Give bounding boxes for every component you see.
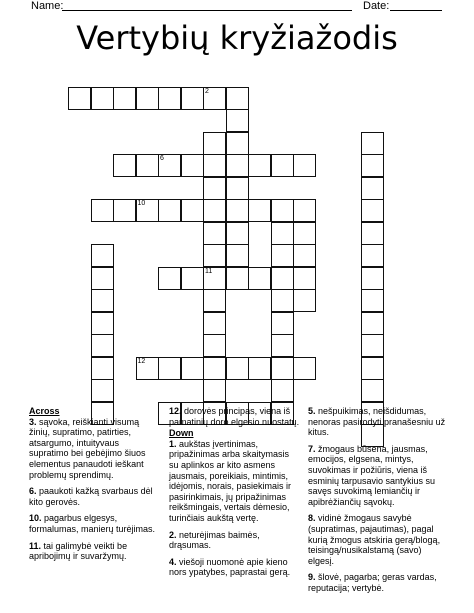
clue-number: 11 <box>205 267 213 275</box>
grid-cell[interactable] <box>136 154 159 177</box>
grid-cell[interactable] <box>361 154 384 177</box>
grid-cell[interactable] <box>271 312 294 335</box>
grid-cell[interactable] <box>226 222 249 245</box>
clue-down-5: 5. nešpuikimas, neišdidumas, nenoras pasirodyti pranašesniu už kitus. <box>308 406 446 438</box>
clue-down-4: 4. viešoji nuomonė apie kieno nors ypatybes, paprastai gerą. <box>169 556 291 578</box>
grid-cell[interactable] <box>203 244 226 267</box>
clue-across-12: 12. dorovės principas, viena iš pamatinių doro elgesio nuostatų. <box>169 406 300 427</box>
grid-cell[interactable] <box>248 154 271 177</box>
grid-cell[interactable] <box>91 289 114 312</box>
clues-column-1 <box>29 406 159 568</box>
grid-cell[interactable] <box>203 154 226 177</box>
grid-cell[interactable] <box>203 87 226 110</box>
grid-cell[interactable] <box>226 154 249 177</box>
grid-cell[interactable] <box>91 199 114 222</box>
grid-cell[interactable] <box>113 154 136 177</box>
grid-cell[interactable] <box>91 312 114 335</box>
grid-cell[interactable] <box>158 199 181 222</box>
grid-cell[interactable] <box>136 199 159 222</box>
grid-cell[interactable] <box>91 357 114 380</box>
grid-cell[interactable] <box>293 222 316 245</box>
grid-cell[interactable] <box>361 244 384 267</box>
grid-cell[interactable] <box>271 357 294 380</box>
grid-cell[interactable] <box>203 357 226 380</box>
clue-across-6: 6. paaukoti kažką svarbaus dėl kito gerovės. <box>29 486 153 507</box>
grid-cell[interactable] <box>226 132 249 155</box>
grid-cell[interactable] <box>293 199 316 222</box>
grid-cell[interactable] <box>361 222 384 245</box>
grid-cell[interactable] <box>203 334 226 357</box>
grid-cell[interactable] <box>203 199 226 222</box>
grid-cell[interactable] <box>226 87 249 110</box>
grid-cell[interactable] <box>271 289 294 312</box>
grid-cell[interactable] <box>226 177 249 200</box>
name-label: Name: <box>31 0 64 12</box>
clue-down-7: 7. žmogaus būsena, jausmas, emocijos, elgsena, mintys, suvokimas ir požiūris, viena iš esminių tarpusavio santykius su savęs suvokimą lemiančių ir apibrėžiančių sąvokų. <box>308 443 436 507</box>
grid-cell[interactable] <box>248 267 271 290</box>
puzzle-title: Vertybių kryžiažodis <box>76 19 398 57</box>
grid-cell[interactable] <box>271 222 294 245</box>
grid-cell[interactable] <box>136 357 159 380</box>
grid-cell[interactable] <box>136 87 159 110</box>
clues-column-2 <box>169 406 301 584</box>
grid-cell[interactable] <box>271 267 294 290</box>
grid-cell[interactable] <box>361 334 384 357</box>
clue-number: 6 <box>160 155 164 162</box>
grid-cell[interactable] <box>113 87 136 110</box>
grid-cell[interactable] <box>91 334 114 357</box>
grid-cell[interactable] <box>293 357 316 380</box>
grid-cell[interactable] <box>203 379 226 402</box>
clue-across-3: 3. sąvoka, reiškianti visumą žinių, supratimo, patirties, atsargumo, intuityvaus supratimo bei gebėjimo šiuos elementus panaudoti ieškant problemų sprendimų. <box>29 416 146 480</box>
clue-number: 10 <box>137 200 146 207</box>
clue-number: 2 <box>205 87 209 95</box>
grid-cell[interactable] <box>361 199 384 222</box>
grid-cell[interactable] <box>181 87 204 110</box>
clue-down-8: 8. vidinė žmogaus savybė (supratimas, pajautimas), pagal kurią žmogus atskiria gerą/blogą, teisingą/nusikalstamą (savo) elgesį. <box>308 513 441 566</box>
grid-cell[interactable] <box>203 267 226 290</box>
grid-cell[interactable] <box>91 379 114 402</box>
grid-cell[interactable] <box>181 357 204 380</box>
grid-cell[interactable] <box>248 357 271 380</box>
clue-number: 12 <box>137 357 146 365</box>
grid-cell[interactable] <box>271 379 294 402</box>
grid-cell[interactable] <box>226 199 249 222</box>
grid-cell[interactable] <box>226 244 249 267</box>
grid-cell[interactable] <box>271 154 294 177</box>
grid-cell[interactable] <box>181 154 204 177</box>
clue-across-11: 11. tai galimybė veikti be apribojimų ir suvaržymų. <box>29 540 128 562</box>
grid-cell[interactable] <box>248 199 271 222</box>
down-heading: Down <box>169 428 194 439</box>
grid-cell[interactable] <box>226 109 249 132</box>
grid-cell[interactable] <box>203 222 226 245</box>
grid-cell[interactable] <box>271 199 294 222</box>
grid-cell[interactable] <box>361 289 384 312</box>
clue-across-10: 10. pagarbus elgesys, formalumas, manierų turėjimas. <box>29 513 156 534</box>
grid-cell[interactable] <box>158 267 181 290</box>
clue-down-9: 9. šlovė, pagarba; geras vardas, reputacija; vertybė. <box>308 572 437 593</box>
grid-cell[interactable] <box>203 289 226 312</box>
clues-column-3 <box>308 406 448 600</box>
grid-cell[interactable] <box>158 357 181 380</box>
grid-cell[interactable] <box>293 289 316 312</box>
grid-cell[interactable] <box>361 132 384 155</box>
grid-cell[interactable] <box>203 312 226 335</box>
grid-cell[interactable] <box>158 87 181 110</box>
grid-cell[interactable] <box>293 154 316 177</box>
grid-cell[interactable] <box>181 199 204 222</box>
grid-cell[interactable] <box>91 244 114 267</box>
grid-cell[interactable] <box>158 154 181 177</box>
grid-cell[interactable] <box>293 244 316 267</box>
grid-cell[interactable] <box>293 267 316 290</box>
grid-cell[interactable] <box>181 267 204 290</box>
grid-cell[interactable] <box>226 267 249 290</box>
grid-cell[interactable] <box>113 199 136 222</box>
grid-cell[interactable] <box>271 244 294 267</box>
grid-cell[interactable] <box>91 87 114 110</box>
grid-cell[interactable] <box>203 177 226 200</box>
clue-down-2: 2. neturėjimas baimės, drąsumas. <box>169 529 260 551</box>
clue-down-1: 1. aukštas įvertinimas, pripažinimas arba skaitymasis su aplinkos ar kito asmens jausmais, poreikiais, mintimis, idėjomis, norais, pasiekimais ir pasirinkimais, jų pripažinimas reikšmingais, vertais dėmesio, turinčiais aukštą vertę. <box>169 438 292 523</box>
across-heading: Across <box>29 406 60 416</box>
grid-cell[interactable] <box>361 379 384 402</box>
grid-cell[interactable] <box>361 177 384 200</box>
grid-cell[interactable] <box>203 132 226 155</box>
date-label: Date: <box>363 0 390 12</box>
grid-cell[interactable] <box>361 357 384 380</box>
grid-cell[interactable] <box>91 267 114 290</box>
grid-cell[interactable] <box>361 267 384 290</box>
grid-cell[interactable] <box>68 87 91 110</box>
grid-cell[interactable] <box>271 334 294 357</box>
grid-cell[interactable] <box>361 312 384 335</box>
grid-cell[interactable] <box>226 357 249 380</box>
